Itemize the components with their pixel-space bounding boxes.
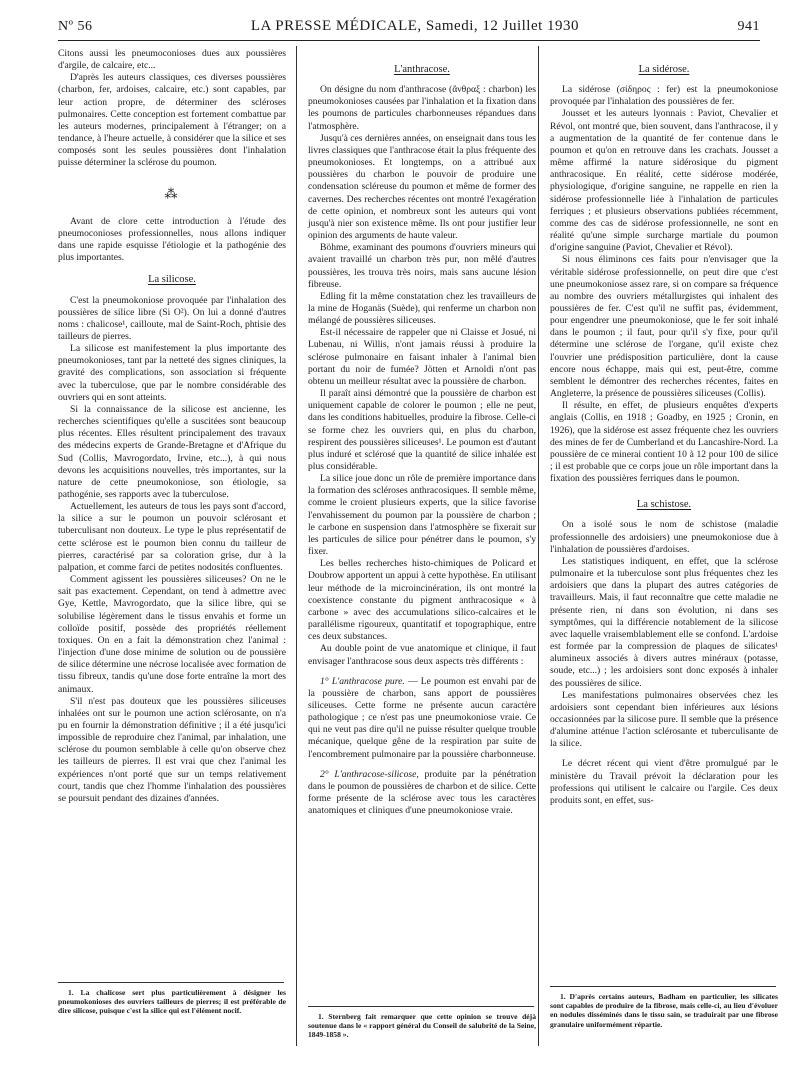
section-heading-anthracose: L'anthracose. (394, 64, 450, 75)
paragraph: Il paraît ainsi démontré que la poussière de charbon est uniquement capable de colorer le poumon ; elle ne peut, dans les conditions habituelles, produire la fibrose. Celle-ci se forme chez les ouvriers qui, en plus du charbon, respirent des poussières siliceuses¹. Le poumon est d'autant plus induré et sclérosé que la quantité de silice inhalée est plus considérable. (308, 388, 536, 472)
paragraph: La silice joue donc un rôle de première importance dans la formation des scléroses anthracosiques. Il semble même, comme le croient plusieurs experts, que la silice favorise l'envahissement du poumon par la poussière de charbon ; le carbone en suspension dans l'atmosphère se fixerait sur les particules de silice pour pénétrer dans le poumon, s'y fixer. (308, 473, 536, 558)
paragraph: Jusqu'à ces dernières années, on enseignait dans tous les livres classiques que l'anthracose était la plus fréquente des pneumokonioses. Et longtemps, on a attribué aux poussières du charbon le pouvoir de produire une condensation scléreuse du poumon et même de former des cavernes. Des recherches récentes ont montré l'exagération de cette opinion, et nombreux sont les auteurs qui vont jusqu'à nier son existence même. Ils ont pour justifier leur opinion des arguments de haute valeur. (308, 132, 536, 242)
paragraph: Avant de clore cette introduction à l'étude des pneumoconioses professionnelles, nous allons indiquer dans une rapide esquisse l'étiologie et la pathogénie des plus importantes. (58, 215, 286, 264)
paragraph: Il résulte, en effet, de plusieurs enquêtes d'experts anglais (Collis, en 1918 ; Goadby, en 1925 ; Cronin, en 1926), que la sidérose est assez fréquente chez les ouvriers des mines de fer de Cumberland et du Lancashire-Nord. La poussière de ce minerai contient 10 à 12 pour 100 de silice ; il est probable que ce corps joue un rôle important dans la fixation des poussières ferriques dans le poumon. (550, 400, 778, 485)
paragraph: D'après les auteurs classiques, ces diverses poussières (charbon, fer, ardoises, calcaire, etc.) sont capables, par leur action propre, de déterminer des scléroses pulmonaires. Cette conception est fortement combattue par les auteurs modernes, principalement à l'étranger; on a tendance, à l'heure actuelle, à considérer que la silice et ses composés sont les seules poussières dont l'inhalation puisse déterminer la sclérose du poumon. (58, 72, 286, 169)
paragraph: Citons aussi les pneumoconioses dues aux poussières d'argile, de calcaire, etc... (58, 48, 286, 72)
paragraph: La sidérose (σίδηρος : fer) est la pneumokoniose provoquée par l'inhalation des poussières de fer. (550, 84, 778, 108)
subheading-anthracose-silicose: 2° L'anthracose-silicose, (320, 768, 419, 780)
paragraph: On a isolé sous le nom de schistose (maladie professionnelle des ardoisiers) une pneumokoniose due à l'inhalation de poussières d'ardoises. (550, 519, 778, 555)
paragraph: Edling fit la même constatation chez les travailleurs de la mine de Hoganäs (Suède), qui renferme un charbon non mélangé de poussières siliceuses. (308, 290, 536, 327)
column-3 (550, 48, 778, 807)
paragraph: Actuellement, les auteurs de tous les pays sont d'accord, la silice a sur le poumon un pouvoir sclérosant et tuberculisant non douteux. Le type le plus représentatif de cette sclérose est le poumon bien connu du tailleur de pierres, caractérisé par sa coloration grise, dur à la palpation, et comme farci de petites nodosités confluentes. (58, 501, 286, 573)
paragraph: Comment agissent les poussières siliceuses? On ne le sait pas exactement. Cependant, on tend à admettre avec Gye, Kettle, Mavrogordato, que la silice libre, qui se solubilise légèrement dans le tissus envahis et forme un colloïde positif, possède des propriétés réellement toxiques. On en a fait la démonstration chez l'animal : l'injection d'une dose minime de solution ou de poussière de silice détermine une nécrose localisée avec formation de tissu fibreux, tandis qu'une dose forte entraîne la mort des animaux. (58, 574, 287, 695)
asterism: ⁂ (164, 185, 180, 201)
journal-title: LA PRESSE MÉDICALE, Samedi, 12 Juillet 1930 (250, 18, 580, 34)
paragraph: Les belles recherches histo-chimiques de Policard et Doubrow apportent un appui à cette hypothèse. En utilisant leur méthode de la microincinération, ils ont montré la coexistence constante du pigment anthracosique « à carbone » avec des accumulations silico-calcaires et le parallélisme rigoureux, quantitatif et topographique, entre ces deux substances. (308, 558, 536, 643)
paragraph: 1° L'anthracose pure. — Le poumon est envahi par de la poussière de charbon, sans apport de poussières siliceuses. Cette forme ne présente aucun caractère pathologique ; ce n'est pas une pneumokoniose vraie. Ce qui ne veut pas dire qu'il ne puisse résulter quelque trouble mécanique, quelque gêne de la respiration par suite de l'encombrement pulmonaire par la poussière charbonneuse. (308, 675, 536, 760)
footnote-rule (58, 982, 284, 983)
paragraph: La silicose est manifestement la plus importante des pneumokonioses, tant par la netteté des signes cliniques, la gravité des complications, son association si fréquente avec la tuberculose, que par le nombre considérable des ouvriers qui en sont atteints. (58, 343, 286, 403)
column-divider (538, 46, 539, 1046)
issue-number: Nº 56 (58, 19, 93, 34)
section-heading-silicose: La silicose. (148, 274, 196, 286)
paragraph: On désigne du nom d'anthracose (ἄνθραξ : charbon) les pneumokonioses causées par l'inhalation et la fixation dans les poumons de particules charbonneuses répandues dans l'atmosphère. (308, 84, 536, 132)
paragraph: Le décret récent qui vient d'être promulgué par le ministère du Travail prévoit la déclaration pour les professions qui utilisent le calcaire ou l'argile. Ces deux produits sont, en effet, sus- (550, 758, 778, 806)
section-heading-schistose: La schistose. (636, 499, 692, 511)
footnote-rule (308, 1006, 534, 1007)
paragraph: Les statistiques indiquent, en effet, que la sclérose pulmonaire et la tuberculose sont plus fréquentes chez les ardoisiers que dans la plupart des autres catégories de travailleurs. Mais, il faut reconnaître que cette maladie ne présente rien, ni dans son évolution, ni dans ses symptômes, qui la différencie notablement de la silicose avec laquelle vraisemblablement elle se confond. L'ardoise est formée par la compression de plaques de silicates¹ alumineux associés à divers autres minéraux (potasse, soude, etc...) ; les ardoisiers sont donc exposés à inhaler des poussières de silice. (550, 555, 778, 689)
column-2 (308, 48, 536, 817)
paragraph: Si la connaissance de la silicose est ancienne, les recherches scientifiques qu'elle a suscitées sont beaucoup plus récentes. Elles résultent principalement des travaux des médecins experts de Grande-Bretagne et d'Afrique du Sud (Collis, Mavrogordato, Irvine, etc...), à qui nous devons les acquisitions nouvelles, très importantes, sur la nature de cette pneumokoniose, son étiologie, sa pathogénie, ses rapports avec la tuberculose. (58, 403, 286, 500)
page-number: 941 (737, 19, 760, 34)
paragraph: Jousset et les auteurs lyonnais : Paviot, Chevalier et Révol, ont montré que, bien souvent, dans l'anthracose, il y a augmentation de la quantité de fer contenue dans le poumon et qu'on en retrouve dans les crachats. Jousset a même affirmé la nature sidérosique du pigment anthracosique. En réalité, cette sidérose modérée, physiologique, d'origine sanguine, ne rappelle en rien la sidérose professionnelle liée à l'inhalation de particules ferriques ; et plusieurs observations publiées récemment, comme des cas de sidérose professionnelle, ne sont en réalité qu'une simple surcharge martiale du poumon d'origine sanguine (Paviot, Chevalier et Révol). (550, 108, 778, 254)
paragraph: Au double point de vue anatomique et clinique, il faut envisager l'anthracose sous deux aspects très différents : (308, 643, 536, 667)
column-1 (58, 48, 286, 805)
paragraph: Si nous éliminons ces faits pour n'envisager que la véritable sidérose professionnelle, on peut dire que c'est une pneumokoniose assez rare, si on compare sa fréquence au nombre des ouvriers métallurgistes qui inhalent des poussières de fer. C'est qu'il ne suffit pas, évidemment, pour engendrer une pneumokoniose, que le fer soit inhalé dans le poumon ; il faut, pour qu'il s'y fixe, pour qu'il détermine une sclérose de l'organe, qu'il existe chez l'ouvrier une prédisposition particulière, dont la cause encore nous échappe, mais qui est, peut-être, comme semblent le démontrer des recherches récentes, faites en Angleterre, la présence de poussières siliceuses (Collis). (550, 254, 778, 400)
column-divider (296, 46, 297, 1046)
paragraph: C'est la pneumokoniose provoquée par l'inhalation des poussières de silice libre (Si O²). On lui a donné d'autres noms : chalicose¹, cailloute, mal de Saint-Roch, phtisie des tailleurs de pierres. (58, 294, 286, 342)
paragraph: 2° L'anthracose-silicose, produite par la pénétration dans le poumon de poussières de charbon et de silice. Cette forme présente de la sclérose avec tous les caractères anatomiques et cliniques d'une pneumokoniose vraie. (308, 768, 536, 817)
footnote-3: 1. D'après certains auteurs, Badham en particulier, les silicates sont capables de produire de la fibrose, mais celle-ci, au lieu d'évoluer en nodules disséminés dans le tissu sain, se traduirait par une fibrose granulaire uniformément répartie. (550, 992, 778, 1029)
footnote-rule (550, 986, 776, 987)
footnote-1: 1. La chalicose sert plus particulièrement à désigner les pneumokonioses des ouvriers tailleurs de pierres; il est préférable de dire silicose, puisque c'est la silice qui est l'élément nocif. (58, 988, 286, 1016)
page-header (58, 18, 760, 38)
paragraph: S'il n'est pas douteux que les poussières siliceuses inhalées ont sur le poumon une action sclérosante, on n'a pu en fournir la démonstration définitive ; il a été jusqu'ici impossible de reproduire chez l'animal, par inhalation, une sclérose du poumon semblable à celle qu'on observe chez les tailleurs de pierres. Il est vrai que chez l'animal les expériences n'ont porté que sur un temps relativement court, tandis que chez l'homme l'inhalation des poussières se poursuit pendant des dizaines d'années. (58, 695, 286, 804)
paragraph: Böhme, examinant des poumons d'ouvriers mineurs qui avaient travaillé un charbon très pur, non mêlé d'autres poussières, les trouva très noirs, mais sans aucune lésion fibreuse. (308, 242, 536, 290)
section-heading-siderose: La sidérose. (638, 64, 690, 75)
footnote-2: 1. Sternberg fait remarquer que cette opinion se trouve déjà soutenue dans le « rapport général du Conseil de salubrité de la Seine, 1849-1858 ». (308, 1012, 536, 1040)
paragraph: Est-il nécessaire de rappeler que ni Claisse et Josué, ni Lubenau, ni Willis, n'ont jamais réussi à produire la sclérose pulmonaire en faisant inhaler à l'animal bien portant du noir de fumée? Jötten et Arnoldi n'ont pas obtenu un meilleur résultat avec la poussière de charbon. (308, 327, 536, 387)
header-rule (58, 40, 760, 41)
subheading-anthracose-pure: 1° L'anthracose pure. (320, 675, 405, 687)
paragraph: Les manifestations pulmonaires observées chez les ardoisiers sont cependant bien inférieures aux lésions occasionnées par la silicose pure. Il semble que la présence d'alumine atténue l'action sclérosante et tuberculisante de la silice. (550, 689, 778, 750)
